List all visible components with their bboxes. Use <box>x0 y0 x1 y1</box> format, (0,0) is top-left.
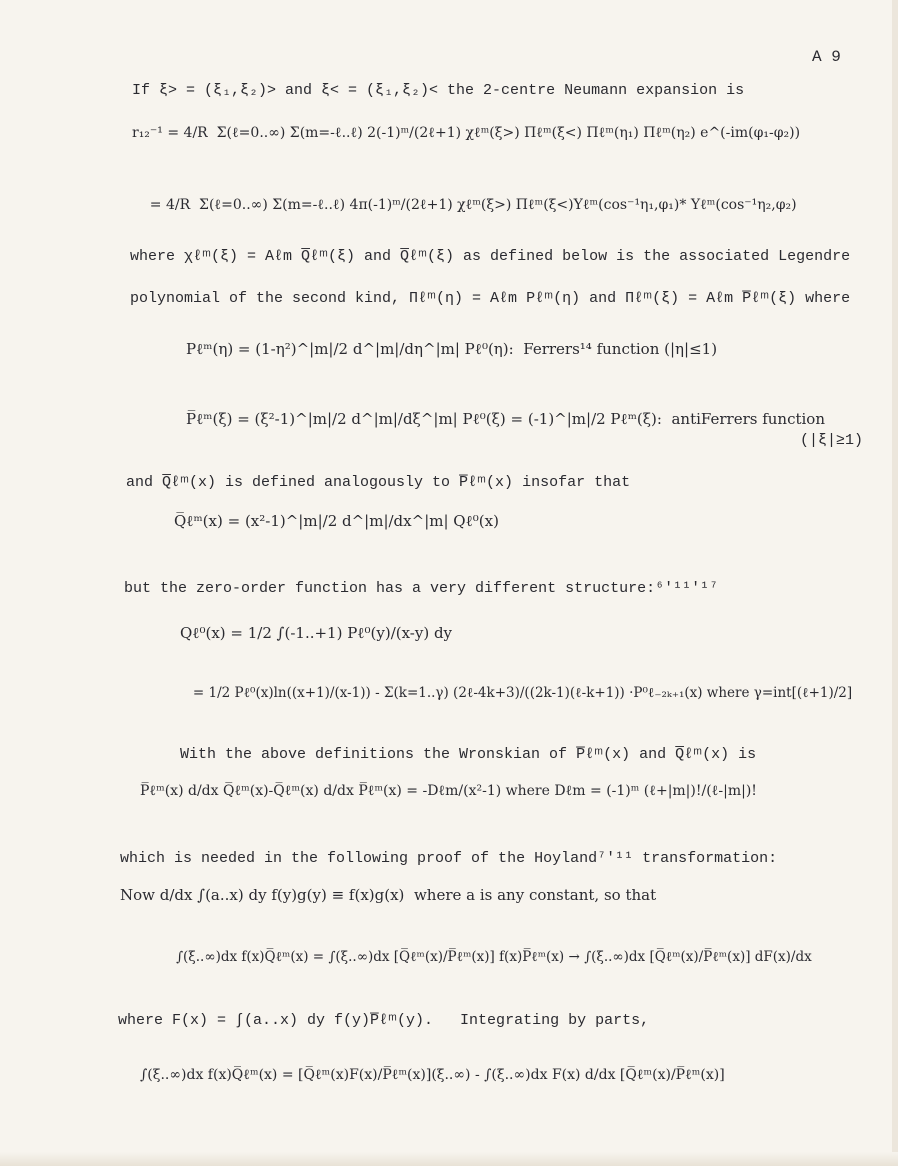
equation-q0-series: = 1/2 Pℓ⁰(x)ln((x+1)/(x-1)) - Σ(k=1..γ) (2ℓ-4k+3)/((2k-1)(ℓ-k+1)) ·P⁰ℓ₋₂ₖ₊₁(x) where γ=int[(ℓ+1)/2] <box>180 685 853 701</box>
equation-transform: ∫(ξ..∞)dx f(x)Q̅ℓᵐ(x) = ∫(ξ..∞)dx [Q̅ℓᵐ(x)/P̅ℓᵐ(x)] f(x)P̅ℓᵐ(x) → ∫(ξ..∞)dx [Q̅ℓᵐ(x)/P̅ℓᵐ(x)] dF(x)/dx <box>176 949 812 965</box>
page-edge <box>892 0 898 1166</box>
equation-qbar: Q̅ℓᵐ(x) = (x²-1)^|m|/2 d^|m|/dx^|m| Qℓ⁰(x) <box>174 512 499 530</box>
equation-neumann-1: r₁₂⁻¹ = 4/R Σ(ℓ=0..∞) Σ(m=-ℓ..ℓ) 2(-1)ᵐ/(2ℓ+1) χℓᵐ(ξ>) Πℓᵐ(ξ<) Πℓᵐ(η₁) Πℓᵐ(η₂) e^(-im(φ₁-φ₂)) <box>132 125 801 141</box>
text-line: where F(x) = ∫(a..x) dy f(y)P̅ℓᵐ(y). Integrating by parts, <box>118 1012 650 1029</box>
equation-neumann-2: = 4/R Σ(ℓ=0..∞) Σ(m=-ℓ..ℓ) 4π(-1)ᵐ/(2ℓ+1) χℓᵐ(ξ>) Πℓᵐ(ξ<)Yℓᵐ(cos⁻¹η₁,φ₁)* Yℓᵐ(cos⁻¹η₂,φ₂) <box>132 197 797 213</box>
text-line: (|ξ|≥1) <box>800 432 864 449</box>
equation-derivative: Now d/dx ∫(a..x) dy f(y)g(y) ≡ f(x)g(x) where a is any constant, so that <box>120 886 657 904</box>
text-line: but the zero-order function has a very different structure:⁶'¹¹'¹⁷ <box>124 580 719 597</box>
text-line: which is needed in the following proof of the Hoyland⁷'¹¹ transformation: <box>120 850 778 867</box>
text-line: With the above definitions the Wronskian of P̅ℓᵐ(x) and Q̅ℓᵐ(x) is <box>180 746 757 763</box>
equation-antiferrers: P̅ℓᵐ(ξ) = (ξ²-1)^|m|/2 d^|m|/dξ^|m| Pℓ⁰(ξ) = (-1)^|m|/2 Pℓᵐ(ξ): antiFerrers function <box>186 410 826 428</box>
text-line: where χℓᵐ(ξ) = Aℓm Q̅ℓᵐ(ξ) and Q̅ℓᵐ(ξ) as defined below is the associated Legendre <box>130 248 851 265</box>
equation-ferrers: Pℓᵐ(η) = (1-η²)^|m|/2 d^|m|/dη^|m| Pℓ⁰(η): Ferrers¹⁴ function (|η|≤1) <box>186 340 718 358</box>
text-line: polynomial of the second kind, Πℓᵐ(η) = Aℓm Pℓᵐ(η) and Πℓᵐ(ξ) = Aℓm P̅ℓᵐ(ξ) where <box>130 290 851 307</box>
equation-q0-integral: Qℓ⁰(x) = 1/2 ∫(-1..+1) Pℓ⁰(y)/(x-y) dy <box>180 624 453 642</box>
text-line: If ξ> = (ξ₁,ξ₂)> and ξ< = (ξ₁,ξ₂)< the 2-centre Neumann expansion is <box>132 82 745 99</box>
page-number: A 9 <box>812 48 841 66</box>
text-line: and Q̅ℓᵐ(x) is defined analogously to P̅ℓᵐ(x) insofar that <box>126 474 631 491</box>
equation-wronskian: P̅ℓᵐ(x) d/dx Q̅ℓᵐ(x)-Q̅ℓᵐ(x) d/dx P̅ℓᵐ(x) = -Dℓm/(x²-1) where Dℓm = (-1)ᵐ (ℓ+|m|)!/(ℓ-|m|)! <box>140 783 757 799</box>
equation-integration-by-parts: ∫(ξ..∞)dx f(x)Q̅ℓᵐ(x) = [Q̅ℓᵐ(x)F(x)/P̅ℓᵐ(x)](ξ..∞) - ∫(ξ..∞)dx F(x) d/dx [Q̅ℓᵐ(x)/P̅ℓᵐ(x)] <box>140 1067 725 1083</box>
page-bottom-edge <box>0 1152 898 1166</box>
